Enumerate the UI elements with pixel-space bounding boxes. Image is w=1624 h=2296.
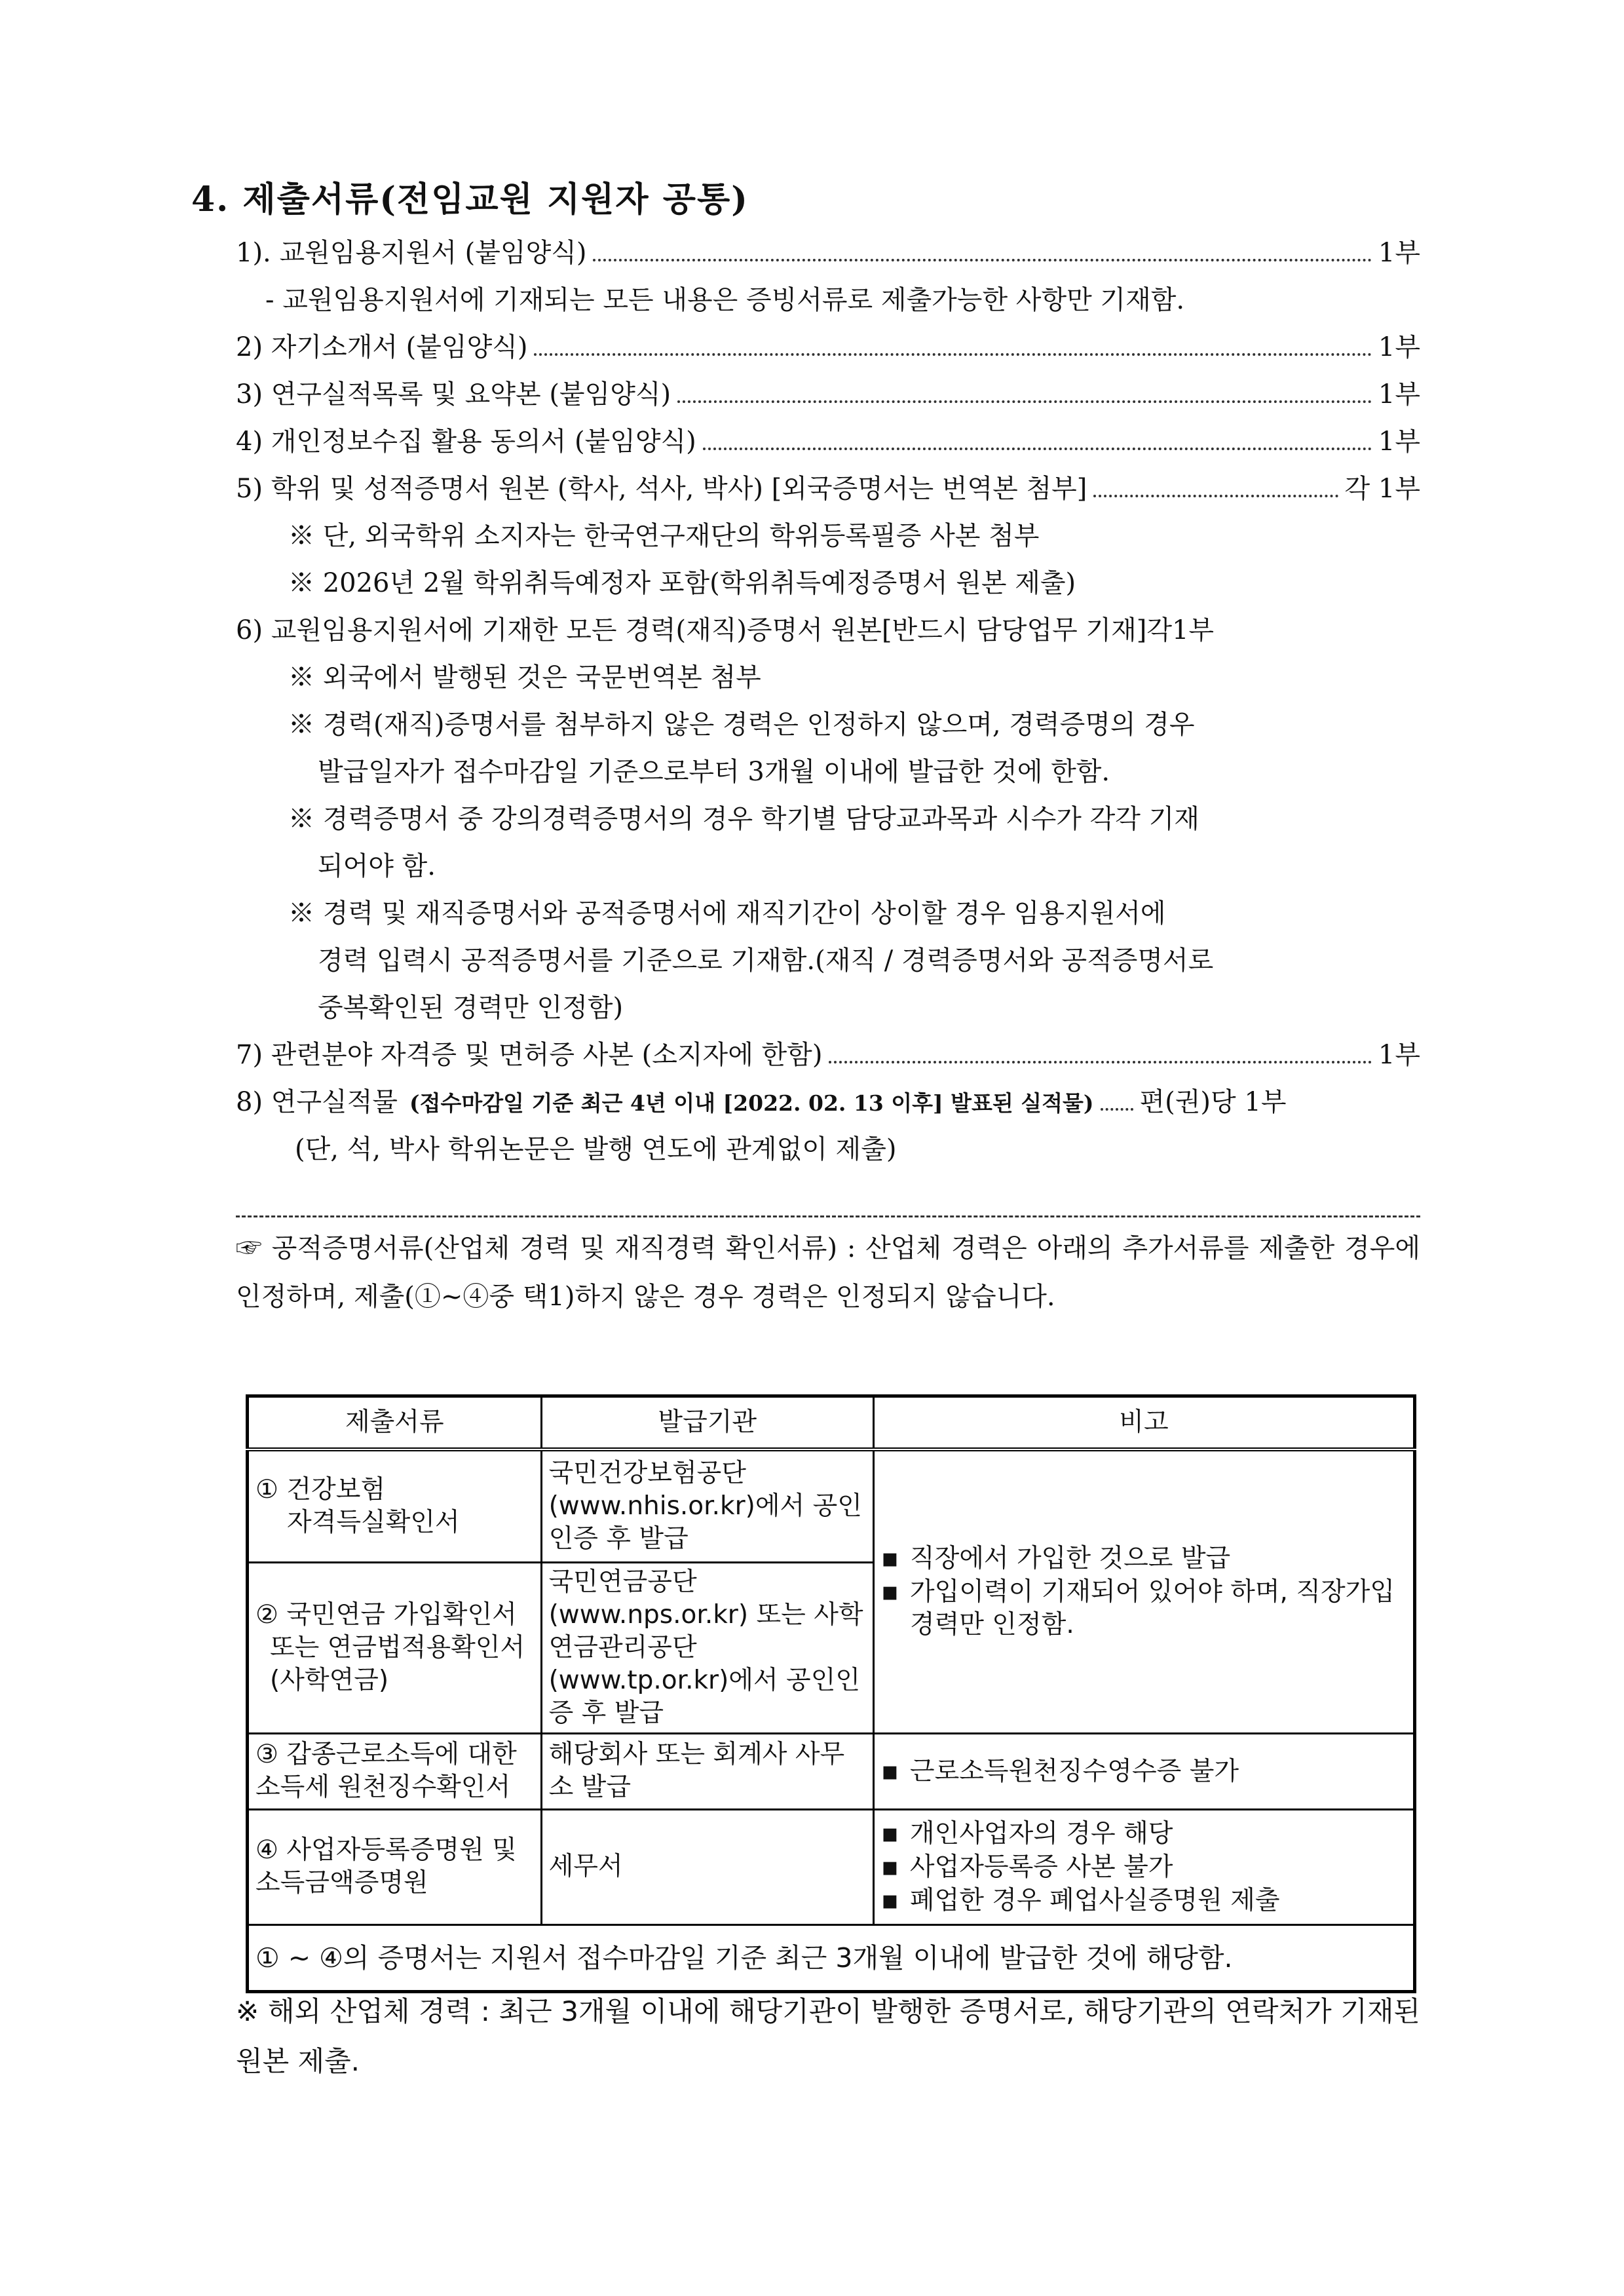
overseas-note: ※ 해외 산업체 경력 : 최근 3개월 이내에 해당기관이 발행한 증명서로, 해당기관의 연락처가 기재된 원본 제출.: [236, 1995, 1420, 2077]
item-note: (단, 석, 박사 학위논문은 발행 연도에 관계없이 제출): [295, 1134, 897, 1164]
item-note: ※ 단, 외국학위 소지자는 한국연구재단의 학위등록필증 사본 첨부: [288, 521, 1040, 551]
cell-line: 소득금액증명원: [255, 1868, 428, 1898]
dot-leader: [703, 428, 1372, 450]
table-cell: 국민건강보험공단(www.nhis.or.kr)에서 공인인증 후 발급: [541, 1449, 873, 1562]
item-note: ※ 경력증명서 중 강의경력증명서의 경우 학기별 담당교과목과 시수가 각각 기재: [288, 804, 1199, 834]
table-cell: 해당회사 또는 회계사 사무소 발급: [541, 1733, 873, 1809]
table-cell: 세무서: [541, 1809, 873, 1924]
cell-line: 또는 연금법적용확인서: [270, 1632, 525, 1662]
table-cell: [248, 1809, 542, 1924]
column-header: 발급기관: [541, 1396, 873, 1450]
item-count: 1부: [1378, 1040, 1420, 1070]
divider: [236, 1215, 1420, 1217]
list-item: [236, 1038, 1420, 1072]
table-cell: [248, 1733, 542, 1809]
cell-line: ② 국민연금 가입확인서: [255, 1599, 517, 1630]
list-item: [236, 236, 1420, 270]
item-label: 1). 교원임용지원서 (붙임양식): [236, 238, 587, 268]
item-qualifier: (접수마감일 기준 최근 4년 이내 [2022. 02. 13 이후] 발표된 실적물): [409, 1090, 1094, 1116]
dot-leader: [593, 239, 1371, 261]
item-note: ※ 2026년 2월 학위취득예정자 포함(학위취득예정증명서 원본 제출): [288, 568, 1076, 598]
cell-line: 자격득실확인서: [287, 1507, 460, 1537]
item-count: 각 1부: [1344, 474, 1420, 504]
item-note: ※ 경력(재직)증명서를 첨부하지 않은 경력은 인정하지 않으며, 경력증명의 경우: [288, 710, 1195, 740]
table-header-row: [248, 1396, 1415, 1450]
item-note: ※ 외국에서 발행된 것은 국문번역본 첨부: [288, 662, 761, 693]
dot-leader: [534, 334, 1371, 356]
bullet-item: ▪ 폐업한 경우 폐업사실증명원 제출: [881, 1884, 1407, 1917]
item-note: - 교원임용지원서에 기재되는 모든 내용은 증빙서류로 제출가능한 사항만 기재함.: [265, 285, 1185, 315]
bullet-item: ▪ 근로소득원천징수영수증 불가: [881, 1755, 1407, 1788]
table-footer: ① ~ ④의 증명서는 지원서 접수마감일 기준 최근 3개월 이내에 발급한 것에 해당함.: [248, 1924, 1415, 1991]
document-table: [246, 1394, 1416, 1993]
item-label: 4) 개인정보수집 활용 동의서 (붙임양식): [236, 427, 696, 457]
item-label: 3) 연구실적목록 및 요약본 (붙임양식): [236, 379, 671, 410]
list-item: [236, 377, 1420, 411]
table-cell: 국민연금공단(www.nps.or.kr) 또는 사학연금관리공단(www.tp.or.kr)에서 공인인증 후 발급: [541, 1562, 873, 1733]
list-item: [236, 425, 1420, 459]
cell-line: 소득세 원천징수확인서: [255, 1772, 511, 1802]
dot-leader: [1101, 1088, 1133, 1111]
item-note: 경력 입력시 공적증명서를 기준으로 기재함.(재직 / 경력증명서와 공적증명서로: [318, 946, 1214, 976]
dot-leader: [677, 381, 1372, 403]
table-row: [248, 1733, 1415, 1809]
intro-paragraph: ☞ 공적증명서류(산업체 경력 및 재직경력 확인서류) : 산업체 경력은 아래의 추가서류를 제출한 경우에 인정하며, 제출(①~④중 택1)하지 않은 경우 경력은 인정되지 않습니다.: [236, 1233, 1420, 1312]
table-cell: [873, 1809, 1414, 1924]
list-item: [236, 472, 1420, 506]
item-label: 6) 교원임용지원서에 기재한 모든 경력(재직)증명서 원본[반드시 담당업무 기재]각1부: [236, 615, 1215, 645]
item-label: 5) 학위 및 성적증명서 원본 (학사, 석사, 박사) [외국증명서는 번역본 첨부]: [236, 474, 1087, 504]
item-note: 되어야 함.: [318, 851, 436, 881]
item-count: 1부: [1378, 379, 1420, 410]
bullet-item: ▪ 직장에서 가입한 것으로 발급: [881, 1542, 1407, 1575]
item-count: 1부: [1378, 238, 1420, 268]
item-note: ※ 경력 및 재직증명서와 공적증명서에 재직기간이 상이할 경우 임용지원서에: [288, 898, 1166, 928]
table-row: [248, 1449, 1415, 1562]
cell-line: (사학연금): [270, 1665, 389, 1695]
table-cell: [248, 1449, 542, 1562]
cell-line: ④ 사업자등록증명원 및: [255, 1835, 517, 1865]
dot-leader: [829, 1041, 1371, 1063]
item-count: 편(권)당 1부: [1139, 1087, 1287, 1117]
cell-line: ① 건강보험: [255, 1474, 386, 1504]
table-cell: [873, 1733, 1414, 1809]
cell-line: ③ 갑종근로소득에 대한: [255, 1740, 517, 1769]
column-header: 제출서류: [248, 1396, 542, 1450]
bullet-item: ▪ 가입이력이 기재되어 있어야 하며, 직장가입 경력만 인정함.: [881, 1575, 1407, 1641]
list-item: [236, 1085, 1420, 1120]
item-label: 7) 관련분야 자격증 및 면허증 사본 (소지자에 한함): [236, 1040, 823, 1070]
item-count: 1부: [1378, 332, 1420, 362]
section-title: 4. 제출서류(전임교원 지원자 공통): [191, 180, 749, 220]
bullet-item: ▪ 개인사업자의 경우 해당: [881, 1817, 1407, 1850]
table-cell: [248, 1562, 542, 1733]
list-item: [236, 330, 1420, 364]
column-header: 비고: [873, 1396, 1414, 1450]
bullet-item: ▪ 사업자등록증 사본 불가: [881, 1850, 1407, 1884]
table-footer-row: [248, 1924, 1415, 1991]
table-row: [248, 1809, 1415, 1924]
dot-leader: [1093, 475, 1338, 497]
table-cell-merged: [873, 1449, 1414, 1733]
item-note: 발급일자가 접수마감일 기준으로부터 3개월 이내에 발급한 것에 한함.: [318, 757, 1110, 787]
item-note: 중복확인된 경력만 인정함): [318, 993, 624, 1023]
item-count: 1부: [1378, 427, 1420, 457]
item-label: 2) 자기소개서 (붙임양식): [236, 332, 528, 362]
item-label: 8) 연구실적물: [236, 1087, 398, 1117]
